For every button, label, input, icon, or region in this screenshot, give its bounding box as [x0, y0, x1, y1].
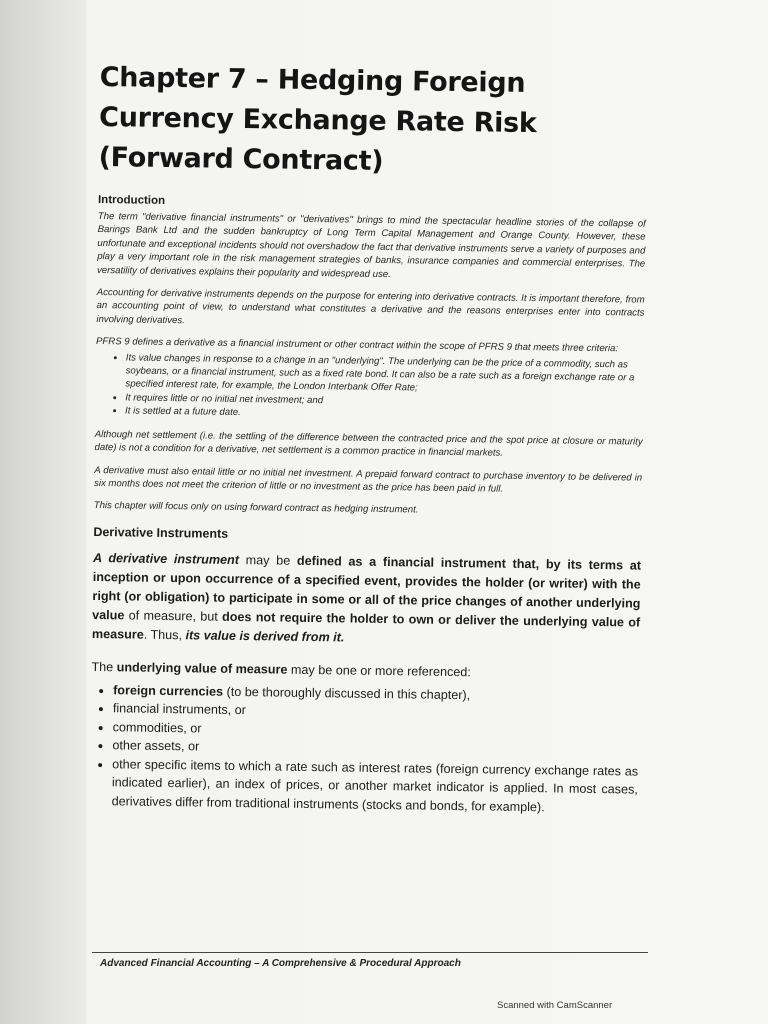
scanner-watermark: Scanned with CamScanner — [497, 1000, 613, 1011]
derivative-instruments-heading: Derivative Instruments — [93, 524, 229, 541]
chapter-title: Chapter 7 – Hedging Foreign Currency Exchange Rate Risk (Forward Contract) — [98, 61, 537, 177]
definition-text: of measure, but — [124, 608, 223, 624]
derivative-definition — [92, 549, 641, 652]
definition-text: may be — [238, 552, 298, 568]
intro-paragraph-2: Accounting for derivative instruments depends on the purpose for entering into derivative contracts. It is important therefore, from an accounting point of view, to understand what constitutes a derivative and the reasons enterprises enter into contracts involving derivatives. — [96, 287, 645, 327]
list-item-text: (to be thoroughly discussed in this chapter), — [222, 684, 471, 702]
criteria-item: • It requires little or no initial net investment; and — [125, 391, 643, 412]
underlying-intro-bold: underlying value of measure — [116, 660, 288, 677]
book-footer: Advanced Financial Accounting – A Comprehensive & Procedural Approach — [100, 958, 461, 969]
footer-divider — [92, 952, 648, 953]
definition-bold: defined as a financial instrument that, by its terms at inception or upon occurrence of a specified event, provides the holder (or writer) with the right (or obligation) to participate in some or all of the price changes of another underlying value — [92, 553, 642, 623]
list-item-text: other assets, or — [112, 738, 200, 754]
page-content — [89, 58, 647, 818]
list-item-bold: foreign currencies — [113, 682, 224, 699]
intro-paragraph-5: A derivative must also entail little or no initial net investment. A prepaid forward contract to purchase inventory to be delivered in six months does not meet the criterion of little or no investment as the price has been paid in full. — [93, 464, 643, 495]
underlying-list — [89, 681, 639, 818]
book-spine-shadow — [0, 0, 86, 1024]
list-item-text: financial instruments, or — [112, 701, 247, 718]
intro-paragraph-6: This chapter will focus only on using forward contract as hedging instrument. — [93, 500, 419, 516]
definition-text: . Thus, — [143, 627, 186, 642]
underlying-intro-prefix: The — [91, 659, 117, 675]
definition-lead: A derivative instrument — [92, 550, 240, 567]
underlying-intro — [91, 658, 639, 685]
list-item-text: other specific items to which a rate such as interest rates (foreign currency exchange rates as indicated earlier), an index of prices, or another market indicator is applied. In most cases, derivatives differ from traditional instruments (stocks and bonds, for example). — [111, 756, 639, 814]
introduction-heading: Introduction — [97, 193, 166, 207]
intro-paragraph-4: Although net settlement (i.e. the settling of the difference between the contracted price and the spot price at closure or maturity date) is not a condition for a derivative, net settlement is a common practice in financial markets. — [94, 428, 643, 459]
definition-bold: its value is derived from it. — [185, 627, 345, 645]
list-item — [111, 755, 638, 818]
criteria-list — [95, 351, 644, 426]
list-item-text: commodities, or — [112, 719, 202, 736]
criteria-item: • It is settled at a future date. — [125, 405, 643, 426]
criteria-item: • Its value changes in response to a change in an "underlying". The underlying can be the price of a commodity, such as soybeans, or a financial instrument, such as a fixed rate bond. It can also be a rate such as a foreign exchange rate or a specified interest rate, for example, the London Interbank Offer Rate; — [125, 351, 644, 398]
intro-paragraph-3: PFRS 9 defines a derivative as a financial instrument or other contract within the scope of PFRS 9 that meets three criteria: — [95, 336, 619, 355]
definition-bold: does not require the holder to own or deliver the underlying value of measure — [91, 609, 641, 642]
underlying-intro-suffix: may be one or more referenced: — [287, 662, 471, 679]
intro-paragraph-1: The term "derivative financial instruments" or "derivatives" brings to mind the spectacular headline stories of the collapse of Barings Bank Ltd and the sudden bankruptcy of Long Term Capital Management and Orange County. However, these unfortunate and exceptional incidents should not overshadow the fact that derivative instruments serve a variety of purposes and play a very important role in the risk management strategies of banks, insurance companies and commercial enterprises. The versatility of derivatives explains their popularity and widespread use. — [96, 210, 646, 280]
